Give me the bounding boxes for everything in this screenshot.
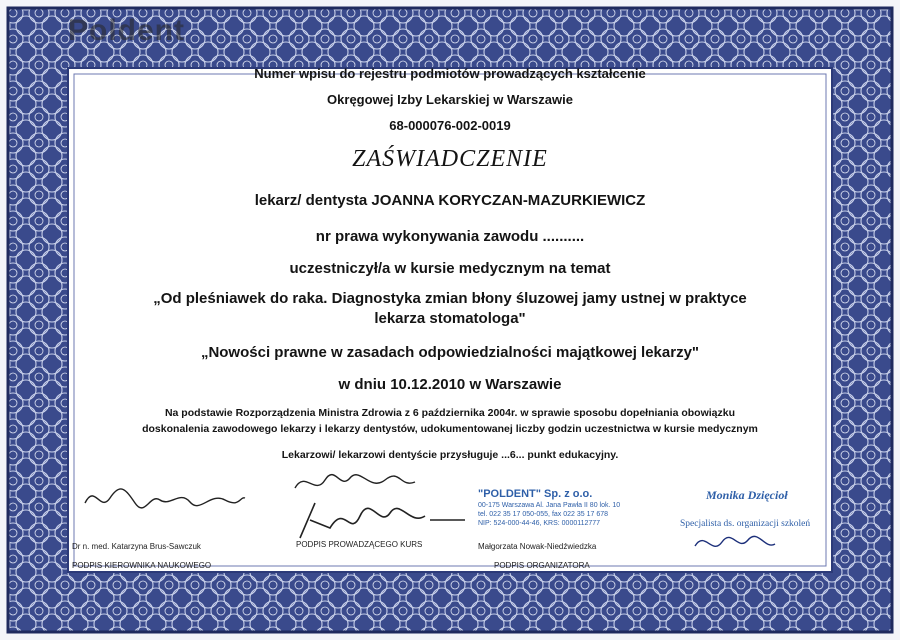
specialist-role-stamp: Specjalista ds. organizacji szkoleń [680, 519, 811, 529]
legal-basis-line-2: doskonalenia zawodowego lekarzy i lekarzy dentystów, udokumentowanej liczby godzin uczestnictwa w kursie medycznym [142, 423, 758, 435]
course-topic-1-line-2: lekarza stomatologa" [374, 310, 526, 327]
company-stamp [478, 488, 628, 528]
specialist-name-stamp: Monika Dzięcioł [706, 488, 788, 502]
signature-brus-sawczuk [80, 478, 250, 518]
course-date-place: w dniu 10.12.2010 w Warszawie [338, 376, 562, 393]
course-topic-2: „Nowości prawne w zasadach odpowiedzialności majątkowej lekarzy" [200, 344, 700, 361]
registry-line-2: Okręgowej Izby Lekarskiej w Warszawie [327, 92, 573, 107]
registry-number: 68-000076-002-0019 [389, 118, 511, 133]
course-topic-1-line-1: „Od pleśniawek do raka. Diagnostyka zmian błony śluzowej jamy ustnej w praktyce [153, 290, 747, 307]
organizer-name: Małgorzata Nowak-Niedźwiedzka [478, 542, 597, 551]
legal-basis-line-1: Na podstawie Rozporządzenia Ministra Zdrowia z 6 października 2004r. w sprawie sposobu dopełniania obowiązku [164, 407, 736, 419]
education-points: Lekarzowi/ lekarzowi dentyście przysługuje ...6... punkt edukacyjny. [281, 449, 619, 461]
scientific-head-name: Dr n. med. Katarzyna Brus-Sawczuk [72, 542, 201, 551]
recipient-name: lekarz/ dentysta JOANNA KORYCZAN-MAZURKIEWICZ [254, 192, 646, 209]
certificate-title: ZAŚWIADCZENIE [352, 146, 548, 172]
license-number: nr prawa wykonywania zawodu .......... [315, 228, 585, 245]
signature-lecturer [290, 498, 470, 542]
poldent-logo: Poldent [68, 14, 185, 47]
stamp-company: "POLDENT" Sp. z o.o. [478, 488, 593, 500]
stamp-ids: NIP: 524-000-44-46, KRS: 0000112777 [478, 520, 601, 527]
lecturer-role: PODPIS PROWADZĄCEGO KURS [296, 540, 423, 549]
stamp-phone: tel. 022 35 17 050-055, fax 022 35 17 678 [478, 511, 608, 518]
stamp-address: 00-175 Warszawa Al. Jana Pawła II 80 lok. 10 [478, 502, 621, 509]
participation-statement: uczestniczył/a w kursie medycznym na temat [289, 260, 611, 277]
scientific-head-role: PODPIS KIEROWNIKA NAUKOWEGO [72, 561, 212, 570]
signature-dziecol [690, 528, 780, 558]
organizer-role: PODPIS ORGANIZATORA [494, 561, 590, 570]
registry-line-1: Numer wpisu do rejestru podmiotów prowadzących kształcenie [254, 66, 646, 81]
signature-top-middle [290, 468, 420, 498]
